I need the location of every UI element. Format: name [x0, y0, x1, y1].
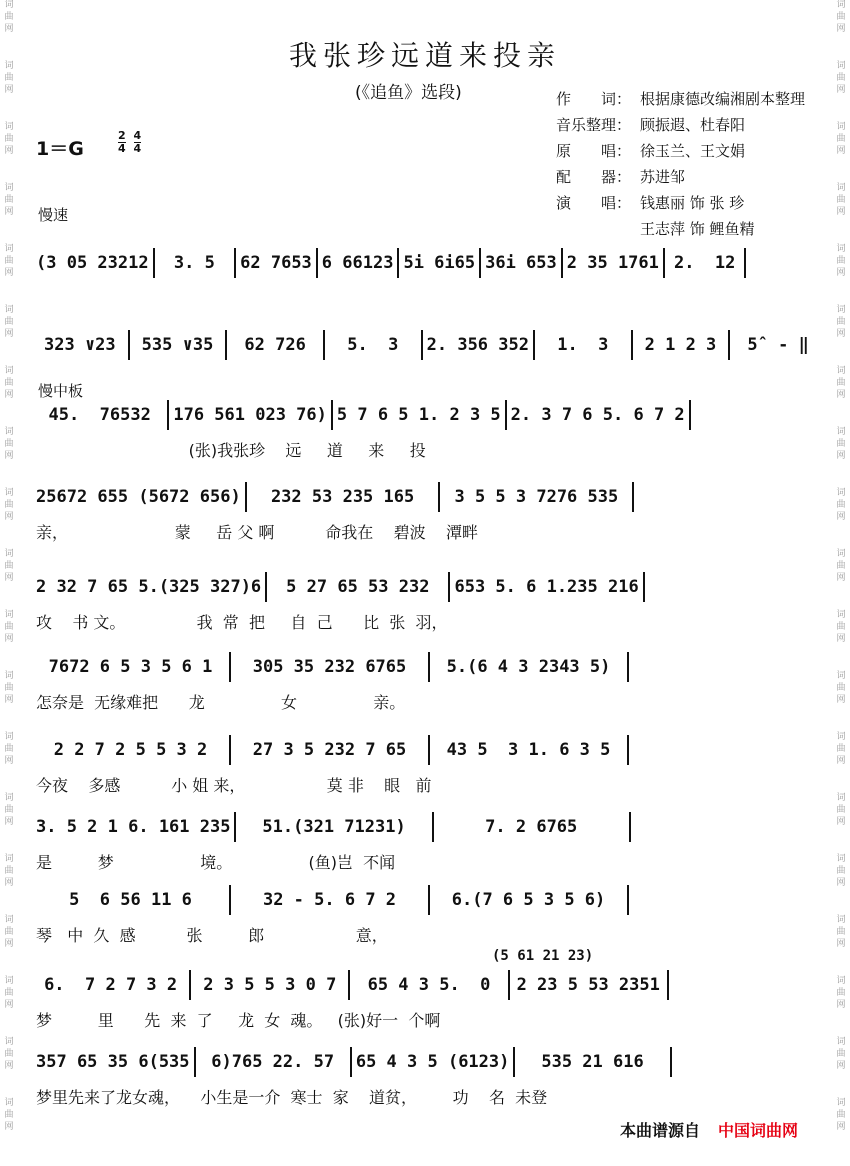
bar-line — [428, 735, 430, 765]
key-signature: 1＝G — [36, 138, 84, 160]
watermark-text: 词 曲 网 — [836, 0, 846, 34]
watermark-text: 词 曲 网 — [4, 122, 14, 156]
bar-line — [448, 572, 450, 602]
bar-line — [225, 330, 227, 360]
watermark-text: 词 曲 网 — [4, 488, 14, 522]
bar-line — [167, 400, 169, 430]
credit-row — [556, 112, 805, 138]
watermark-text: 词 曲 网 — [836, 549, 846, 583]
measure: 2. 3 7 6 5. 6 7 2 — [510, 405, 685, 425]
measure: 2 23 5 53 2351 — [516, 975, 660, 995]
bar-line — [632, 482, 634, 512]
watermark-text: 词 曲 网 — [836, 183, 846, 217]
bar-line — [153, 248, 155, 278]
bar-line — [744, 248, 746, 278]
bar-line — [643, 572, 645, 602]
bar-line — [667, 970, 669, 1000]
measure: 2. 356 352 — [426, 335, 529, 355]
credit-row — [556, 164, 805, 190]
measure: 305 35 232 6765 — [252, 657, 407, 677]
watermark-text: 词 曲 网 — [4, 671, 14, 705]
watermark-text: 词 曲 网 — [836, 976, 846, 1010]
bar-line — [561, 248, 563, 278]
watermark-text: 词 曲 网 — [4, 976, 14, 1010]
credit-row — [556, 86, 805, 112]
bar-line — [728, 330, 730, 360]
lyric-line: 梦 里 先 来 了 龙 女 魂。 (张)好一 个啊 — [36, 1011, 441, 1030]
credit-role: 配 器： — [556, 168, 632, 186]
bar-line — [627, 735, 629, 765]
watermark-text: 词 曲 网 — [4, 427, 14, 461]
bar-line — [194, 1047, 196, 1077]
bar-line — [234, 812, 236, 842]
watermark-text: 词 曲 网 — [4, 1037, 14, 1071]
credit-row — [556, 138, 805, 164]
measure: 2 32 7 65 5.(325 327)6 — [36, 577, 262, 597]
watermark-text: 词 曲 网 — [836, 1098, 846, 1132]
measure: 62 7653 — [240, 253, 312, 273]
bar-line — [432, 812, 434, 842]
measure: 32 - 5. 6 7 2 — [262, 890, 397, 910]
bar-line — [229, 652, 231, 682]
watermark-text: 词 曲 网 — [836, 793, 846, 827]
measure: 535 21 616 — [541, 1052, 644, 1072]
meter-2-top: 4 — [133, 129, 142, 142]
notation-line — [36, 1047, 822, 1078]
measure: 3. 5 — [173, 253, 215, 273]
credit-name: 徐玉兰、王文娟 — [640, 142, 746, 160]
measure: 7672 6 5 3 5 6 1 — [48, 657, 213, 677]
measure: 653 5. 6 1.235 216 — [454, 577, 639, 597]
watermark-text: 词 曲 网 — [4, 366, 14, 400]
measure: 51.(321 71231) — [262, 817, 406, 837]
credit-name: 苏进邹 — [640, 168, 686, 186]
credit-row — [556, 216, 805, 242]
measure: 2 35 1761 — [566, 253, 659, 273]
watermark-text: 词 曲 网 — [4, 244, 14, 278]
source-footer — [620, 1118, 798, 1141]
watermark-text: 词 曲 网 — [836, 366, 846, 400]
measure: 5.(6 4 3 2343 5) — [446, 657, 611, 677]
bar-line — [234, 248, 236, 278]
meter-2-bottom: 4 — [133, 142, 142, 155]
bar-line — [513, 1047, 515, 1077]
watermark-text: 词 曲 网 — [836, 1037, 846, 1071]
measure: 7. 2 6765 — [485, 817, 578, 837]
watermark-text: 词 曲 网 — [836, 854, 846, 888]
measure: 1. 3 — [557, 335, 609, 355]
meter-1-bottom: 4 — [118, 142, 126, 155]
notation-line — [36, 885, 822, 916]
measure: 323 ∨23 — [44, 335, 116, 355]
measure: 5̂ - ‖ — [747, 335, 809, 355]
measure: 357 65 35 6(535 — [36, 1052, 190, 1072]
bar-line — [505, 400, 507, 430]
bar-line — [627, 885, 629, 915]
lyric-line: 是 梦 境。 (鱼)岂 不闻 — [36, 853, 396, 872]
measure: 6. 7 2 7 3 2 — [44, 975, 178, 995]
bar-line — [631, 330, 633, 360]
bar-line — [245, 482, 247, 512]
bar-line — [627, 652, 629, 682]
notation-line — [36, 572, 822, 603]
bar-line — [670, 1047, 672, 1077]
bar-line — [189, 970, 191, 1000]
measure: 2 2 7 2 5 5 3 2 — [53, 740, 208, 760]
bar-line — [428, 652, 430, 682]
credit-role: 原 唱： — [556, 142, 632, 160]
measure: 3 5 5 3 7276 535 — [454, 487, 619, 507]
watermark-text: 词 曲 网 — [4, 610, 14, 644]
measure: 5. 3 — [347, 335, 399, 355]
time-signature — [118, 130, 145, 155]
watermark-text: 词 曲 网 — [4, 915, 14, 949]
bar-line — [428, 885, 430, 915]
credit-row — [556, 190, 805, 216]
measure: 5 27 65 53 232 — [286, 577, 430, 597]
measure: 535 ∨35 — [141, 335, 214, 355]
notation-line — [36, 400, 822, 431]
lyric-line: 亲， 蒙 岳 父 啊 命我在 碧波 潭畔 — [36, 523, 478, 542]
watermark-text: 词 曲 网 — [4, 61, 14, 95]
watermark-text: 词 曲 网 — [836, 732, 846, 766]
watermark-text: 词 曲 网 — [4, 732, 14, 766]
left-watermark-strip — [2, 0, 16, 1166]
bar-line — [323, 330, 325, 360]
watermark-text: 词 曲 网 — [836, 915, 846, 949]
ossia-notes: (5 61 21 23) — [492, 948, 594, 964]
credit-role: 作 词： — [556, 90, 632, 108]
credit-name: 根据康德改编湘剧本整理 — [640, 90, 806, 108]
song-subtitle: (《追鱼》选段) — [355, 83, 462, 103]
notation-line — [36, 482, 822, 513]
measure: 36i 653 — [485, 253, 557, 273]
watermark-text: 词 曲 网 — [836, 122, 846, 156]
song-title: 我张珍远道来投亲 — [288, 39, 561, 72]
watermark-text: 词 曲 网 — [4, 549, 14, 583]
bar-line — [629, 812, 631, 842]
credits-block — [556, 86, 805, 242]
measure: 45. 76532 — [48, 405, 151, 425]
notation-line — [36, 652, 822, 683]
watermark-text: 词 曲 网 — [836, 488, 846, 522]
watermark-text: 词 曲 网 — [4, 305, 14, 339]
bar-line — [397, 248, 399, 278]
bar-line — [438, 482, 440, 512]
bar-line — [229, 735, 231, 765]
measure: 5 7 6 5 1. 2 3 5 — [336, 405, 501, 425]
watermark-text: 词 曲 网 — [836, 305, 846, 339]
measure: (3 05 23212 — [36, 253, 149, 273]
notation-line — [36, 812, 822, 843]
bar-line — [508, 970, 510, 1000]
watermark-text: 词 曲 网 — [836, 244, 846, 278]
bar-line — [479, 248, 481, 278]
source-label: 本曲谱源自 — [620, 1121, 701, 1140]
brand-name: 中国词曲网 — [718, 1121, 799, 1140]
bar-line — [350, 1047, 352, 1077]
credit-name: 钱惠丽 饰 张 珍 — [640, 194, 745, 212]
watermark-text: 词 曲 网 — [4, 183, 14, 217]
lyric-line: 攻 书 文。 我 常 把 自 己 比 张 羽， — [36, 613, 448, 632]
measure: 176 561 023 76) — [173, 405, 327, 425]
bar-line — [265, 572, 267, 602]
watermark-text: 词 曲 网 — [4, 1098, 14, 1132]
lyric-line: 琴 中 久 感 张 郎 意， — [36, 926, 388, 945]
bar-line — [316, 248, 318, 278]
notation-line — [36, 248, 822, 279]
lyric-line: 梦里先来了龙女魂， 小生是一介 寒士 家 道贫， 功 名 未登 — [36, 1088, 548, 1107]
measure: 25672 655 (5672 656) — [36, 487, 241, 507]
bar-line — [331, 400, 333, 430]
lyric-line: 怎奈是 无缘难把 龙 女 亲。 — [36, 693, 406, 712]
measure: 3. 5 2 1 6. 161 235 — [36, 817, 231, 837]
tempo-marking-slow: 慢速 — [38, 206, 69, 224]
watermark-text: 词 曲 网 — [4, 0, 14, 34]
bar-line — [663, 248, 665, 278]
credit-role — [556, 216, 640, 242]
watermark-text: 词 曲 网 — [836, 61, 846, 95]
watermark-text: 词 曲 网 — [836, 671, 846, 705]
measure: 6)765 22. 57 — [211, 1052, 335, 1072]
measure: 2 1 2 3 — [644, 335, 717, 355]
bar-line — [533, 330, 535, 360]
watermark-text: 词 曲 网 — [836, 610, 846, 644]
measure: 232 53 235 165 — [270, 487, 415, 507]
measure: 65 4 3 5 (6123) — [355, 1052, 510, 1072]
credit-name: 王志萍 饰 鲤鱼精 — [640, 220, 755, 238]
measure: 5i 6i65 — [403, 253, 476, 273]
lyric-line: (张)我张珍 远 道 来 投 — [36, 441, 426, 460]
credit-role: 演 唱： — [556, 194, 632, 212]
watermark-text: 词 曲 网 — [4, 854, 14, 888]
credit-name: 顾振遐、杜春阳 — [640, 116, 746, 134]
lyric-line: 今夜 多感 小 姐 来， 莫 非 眼 前 — [36, 776, 432, 795]
bar-line — [421, 330, 423, 360]
meter-1-top: 2 — [118, 129, 126, 142]
measure: 62 726 — [244, 335, 306, 355]
bar-line — [128, 330, 130, 360]
tempo-marking-moderate: 慢中板 — [38, 382, 84, 400]
right-watermark-strip — [834, 0, 848, 1166]
measure: 5 6 56 11 6 — [69, 890, 192, 910]
watermark-text: 词 曲 网 — [836, 427, 846, 461]
bar-line — [348, 970, 350, 1000]
notation-line — [36, 735, 822, 766]
measure: 27 3 5 232 7 65 — [252, 740, 407, 760]
measure: 6.(7 6 5 3 5 6) — [451, 890, 606, 910]
bar-line — [689, 400, 691, 430]
notation-line — [36, 970, 822, 1001]
credit-role: 音乐整理： — [556, 116, 632, 134]
measure: 2. 12 — [673, 253, 736, 273]
measure: 6 66123 — [321, 253, 394, 273]
watermark-text: 词 曲 网 — [4, 793, 14, 827]
measure: 43 5 3 1. 6 3 5 — [446, 740, 611, 760]
notation-line — [36, 330, 822, 361]
bar-line — [229, 885, 231, 915]
measure: 2 3 5 5 3 0 7 — [203, 975, 337, 995]
measure: 65 4 3 5. 0 — [367, 975, 491, 995]
